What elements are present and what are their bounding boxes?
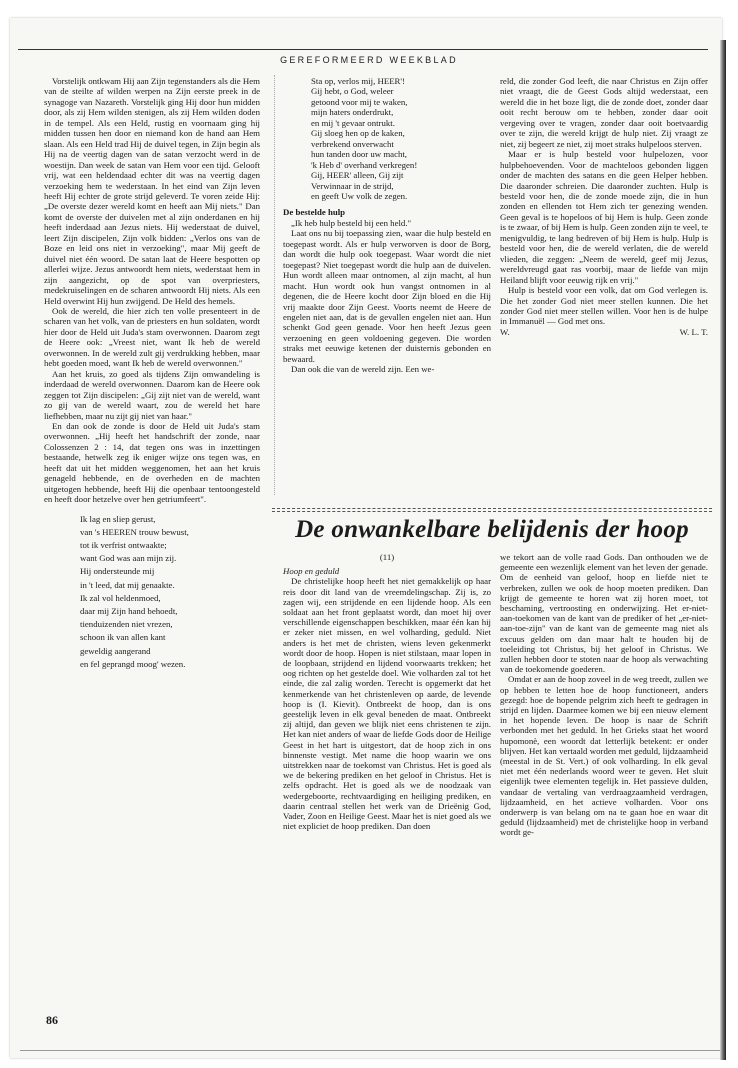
- verse-line: en fel geprangd moog' wezen.: [80, 658, 186, 669]
- verse-line: daar mij Zijn hand behoedt,: [80, 606, 178, 616]
- signature-left: W.: [500, 326, 510, 337]
- verse-line: Verwinnaar in de strijd,: [311, 180, 394, 191]
- paragraph: reld, die zonder God leeft, die naar Christus en Zijn offer niet vraagt, die de Geest Gods altijd wederstaat, een wereld die in het boze ligt, die de zonde doet, zonder daar ooit recht berouw om te hebben, zonder daar ooit vergeving over te vragen, zonder daar ooit boetvaardig over te zijn, die wereld krijgt de hulp niet. Zij vraagt ze niet, zij begeert ze niet, zij moet straks hulpeloos sterven.: [500, 76, 708, 149]
- article-divider: [272, 511, 712, 513]
- column-separator: [274, 75, 276, 495]
- verse-line: in 't leed, dat mij genaakte.: [80, 579, 175, 590]
- verse-line: Gij hebt, o God, weleer: [311, 86, 394, 97]
- header-rule: [18, 49, 708, 50]
- article-column-a: [283, 552, 491, 831]
- verse-line: verbrekend onverwacht: [311, 138, 394, 149]
- verse-line: en geeft Uw volk de zegen.: [311, 190, 408, 201]
- psalm-verse: [311, 76, 491, 201]
- signature-right: W. L. T.: [679, 326, 708, 337]
- verse-line: tienduizenden niet vrezen,: [80, 619, 173, 630]
- section-heading: De bestelde hulp: [283, 207, 346, 218]
- column-3: [500, 76, 708, 337]
- verse-line: want God was aan mijn zij.: [80, 553, 177, 564]
- verse-line: van 's HEEREN trouw bewust,: [80, 526, 189, 537]
- article-divider: [272, 508, 712, 510]
- paragraph: En dan ook de zonde is door de Held uit Juda's stam overwonnen. „Hij heeft het handschrift der zonde, naar Colossenzen 2 : 14, dat tegen ons was in inzettingen bestaande, hetwelk zeg ik eniger wijze ons tegen was, en heeft dat uit het midden weggenomen, het aan het kruis genageld hebbende, en de overheden en de machten uitgetogen hebbende, heeft Hij die openbaar tentoongesteld en heeft door hetzelve over hen getriumfeert".: [44, 420, 260, 505]
- verse-line: hun tanden door uw macht,: [311, 149, 408, 160]
- verse-line: Gij, HEER' alleen, Gij zijt: [311, 170, 404, 181]
- verse-line: Gij sloeg hen op de kaken,: [311, 128, 405, 139]
- article-column-b: [500, 552, 708, 838]
- article-title: De onwankelbare belijdenis der hoop: [295, 516, 689, 543]
- verse-line: schoon ik van allen kant: [80, 632, 166, 643]
- paragraph: De christelijke hoop heeft het niet gemakkelijk op haar reis door dit land van de vreemdelingschap. Zij is, zo zagen wij, een strijdende en een lijdende hoop. Als een soldaat aan het front geplaatst wordt, dan moet hij over verschillende eigenschappen beschikken, maar één kan hij er zeker niet missen, en wel volharding, geduld. Niet anders is het met de christen, wiens leven gekenmerkt wordt door de hoop. Hopen is niet stilstaan, maar lopen in de loopbaan, strijdend en lijdend voorwaarts trekken; het oog richten op het gestelde doel. Wie volharden zal tot het einde, die zal zalig worden. Terecht is opgemerkt dat het kenmerkende van het christenleven op aarde, de levende hoop is (I. Kievit). Ontbreekt de hoop, dan is ons geestelijk leven in elk geval beneden de maat. Ontbreekt zij altijd, dan geven we blijk niet eens christenen te zijn. Het kan niet anders of waar de liefde Gods door de Heilige Geest in het hart is uitgestort, dat de hoop zich in ons binnenste vestigt. Met name die hoop waarin we ons uitstrekken naar de toekomst van Christus. Het is goed als we de bekering prediken en het geloof in Christus. Het is zelfs opdracht. Het is goed als we de noodzaak van wedergeboorte, rechtvaardiging en heiliging prediken, en daarin centraal stellen het werk van de Drieënig God, Vader, Zoon en Heilige Geest. Maar het is niet goed als we niet expliciet de hoop prediken. Dan doen: [283, 576, 491, 832]
- paragraph: „Ik heb hulp besteld bij een held.": [291, 217, 412, 228]
- paragraph: Aan het kruis, zo goed als tijdens Zijn omwandeling is inderdaad de wereld overwonnen. Daarom kan de Heere ook zeggen tot Zijn discipelen: „Gij zijt niet van de wereld, want zo gij van de wereld waart, zou de wereld het hare liefhebben, maar nu zijt gij niet van haar.": [44, 368, 260, 421]
- psalm-verse: [80, 513, 260, 671]
- article-number: (11): [379, 552, 395, 562]
- paragraph: Ook de wereld, die hier zich ten volle presenteert in de scharen van het volk, van de priesters en hun soldaten, wordt hier door de Held uit Juda's stam overwonnen. Daarom zegt de Heere ook: „Vreest niet, want Ik heb de wereld overwonnen. In de wereld zult gij verdrukking hebben, maar hebt goeden moed, want Ik heb de wereld overwonnen.": [44, 305, 260, 369]
- paragraph: Maar er is hulp besteld voor hulpelozen, voor hulpbehoevenden. Voor de machteloos gebonden liggen onder de machten des satans en die geen Helper hebben. Die daaronder schreien. Die daaronder zuchten. Hulp is besteld voor hen, die de zonde moede zijn, die in hun zonden en ellenden tot Hem zich ter genezing wenden. Geen geval is te hopeloos of bij Hem is hulp. Geen zonde is te zwaar, of bij Hem is hulp. Geen zonden zijn te veel, te menigvuldig, te lang bedreven of bij Hem is hulp. Hulp is besteld voor hen, die de wereld verlaten, die de wereld vlieden, die zeggen: „Neem de wereld, geef mij Jezus, wereldvreugd gaat ras voorbij, maar de liefde van mijn Heiland blijft voor eeuwig rijk en vrij.": [500, 149, 708, 285]
- page-edge-shadow: [720, 40, 726, 1060]
- verse-line: getoond voor mij te waken,: [311, 96, 408, 107]
- verse-line: Ik lag en sliep gerust,: [80, 513, 156, 524]
- column-2: [283, 76, 491, 375]
- verse-line: Sta op, verlos mij, HEER'!: [311, 76, 405, 86]
- page-number: 86: [46, 1013, 58, 1027]
- paragraph: Hulp is besteld voor een volk, dat om God verlegen is. Die het zonder God niet meer stellen kunnen. Die het zonder God niet meer stellen willen. Voor hen is de hulpe in Immanuël — God met ons.: [500, 285, 708, 327]
- column-1: [44, 76, 260, 671]
- paragraph: Vorstelijk ontkwam Hij aan Zijn tegenstanders als die Hem van de steilte af wilden werpen na Zijn eerste preek in de synagoge van Nazareth. Vorstelijk ging Hij door hun midden door, als zij Hem wilden stenigen, als zij Hem wilden doden in de tempel. Als een Held, rustig en voornaam ging hij midden tussen hen door en niemand kon de hand aan Hem slaan. Als een Held trad Hij de duivel tegen, in Zijn begin als Hij na de veertig dagen van de satan verzocht werd in de woestijn. Dan week de satan van Hem voor een tijd. Gelooft vrij, wat een heldendaad echter dit was na veertig dagen verzoeking hem te wederstaan. In het eind van Zijn leven heeft Hij echter de grote strijd geleverd. Te voren zeide Hij: „De overste dezer wereld komt en heeft aan Mij niets." Dan komt de overste der duivelen met al zijn onderdanen en hij heeft inderdaad aan Jezus niets. Hij wederstaat de duivel, leert Zijn discipelen, Zijn volk bidden: „Verlos ons van de Boze en leid ons niet in verzoeking", maar Mij geeft de duivel niet één woord. De satan laat de Heere bespotten op allerlei wijze. Jezus antwoordt hem niets, wederstaat hem in zijn aangezicht, op de spot van overpriesters, medekruiselingen en de scharen antwoordt Hij niets. Als een Held overwint Hij hun zwijgend. De Held des hemels.: [44, 76, 260, 306]
- running-header: GEREFORMEERD WEEKBLAD: [280, 55, 458, 65]
- paragraph: Laat ons nu bij toepassing zien, waar die hulp besteld en toegepast wordt. Als er hulp verworven is door de Borg, dan wordt die hulp ook toegepast. Waar wordt die niet toegepast? Niet toegepast wordt die hulp aan de duivelen. Hun wordt alleen maar ontnomen, al zijn macht, al hun macht. Hun wordt ook hun vangst ontnomen in al degenen, die de Heere kocht door Zijn bloed en die Hij vrij maakte door Zijn Geest. Voorts neemt de Heere de engelen niet aan, dat is de gevallen engelen niet aan. Hun schenkt God geen genade. Voor hen heeft Jezus geen verzoening en geen voldoening gegeven. Die worden straks met eeuwige ketenen der duisternis gebonden en bewaard.: [283, 228, 491, 364]
- verse-line: Ik zal vol heldenmoed,: [80, 592, 161, 603]
- paragraph: we tekort aan de volle raad Gods. Dan onthouden we de gemeente een wezenlijk element van het leven der genade. Om de eenheid van geloof, hoop en liefde niet te verbreken, zullen we ook de hoop moeten prediken. Dan krijgt de gemeente te horen wat zij horen moet, tot beschaming, vertroosting en onderwijzing. Het er-niet-aan-toekomen van de kant van de prediker of het „er-niet-aan-toe-zijn" van de kant van de gemeente mag niet als excuus gelden om dan maar halt te houden bij de toeleiding tot Christus, bij het geloof in Christus. We zullen hebben door te stoten naar de hoop als verwachting van de toekomende goederen.: [500, 552, 708, 675]
- verse-line: Hij ondersteunde mij: [80, 566, 155, 577]
- paragraph: Omdat er aan de hoop zoveel in de weg treedt, zullen we op hebben te letten hoe de hoop functioneert, anders gezegd: hoe de hopende pelgrim zich heeft te gedragen in strijd en lijden. Daarmee komen we bij een nieuw element in het hopende leven. De hoop is naar de Schrift verbonden met het geduld. In het Grieks staat het woord hupomonè, een woordt dat letterlijk betekent: er onder blijven. Het kan vertaald worden met geduld, lijdzaamheid (meestal in de St. Vert.) of ook volharding. In elk geval niet met één nederlands woord weer te geven. Het sluit eigenlijk twee elementen tegelijk in. Het passieve dulden, vandaar de vertaling van verdraagzaamheid verdragen, lijdzaamheid, en het actieve volharden. Voor ons onderwerp is van belang om na te gaan hoe en waar dit geduld (lijdzaamheid) met de christelijke hoop in verband wordt ge-: [500, 674, 708, 838]
- paragraph: Dan ook die van de wereld zijn. Een we-: [291, 364, 435, 375]
- verse-line: mijn haters onderdrukt,: [311, 107, 394, 118]
- verse-line: tot ik verfrist ontwaakte;: [80, 539, 167, 550]
- verse-line: en mij 't gevaar ontrukt.: [311, 117, 395, 128]
- signature: [500, 327, 708, 337]
- page-bottom-edge: [20, 1050, 720, 1051]
- article-subtitle: Hoop en geduld: [283, 566, 340, 577]
- verse-line: geweldig aangerand: [80, 645, 151, 656]
- verse-line: 'k Heb d' overhand verkregen!: [311, 159, 418, 170]
